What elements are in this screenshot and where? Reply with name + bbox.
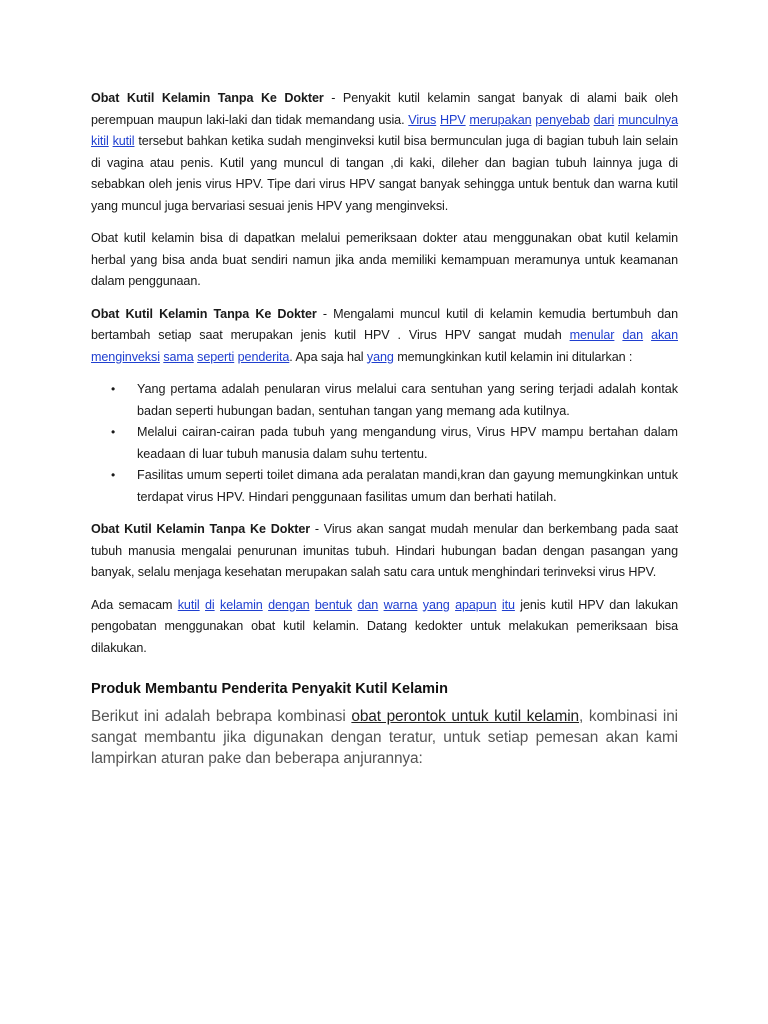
link-menular[interactable]: menular: [569, 328, 615, 342]
link-dan[interactable]: dan: [622, 328, 644, 342]
lead-text-start: Berikut ini adalah bebrapa kombinasi: [91, 708, 352, 725]
bullet-icon: •: [111, 468, 116, 482]
paragraph-1-bold-title: Obat Kutil Kelamin Tanpa Ke Dokter: [91, 91, 324, 105]
paragraph-4-text: - Virus akan sangat mudah menular dan berkembang pada saat tubuh manusia mengalai penurunan imunitas tubuh. Hindari hubungan badan dengan pasangan yang banyak, selalu menjaga kesehatan merupakan salah satu cara untuk menghindari terinveksi virus HPV.: [91, 522, 678, 579]
link-yang-2[interactable]: yang: [422, 597, 450, 612]
bullet-icon: •: [111, 382, 116, 396]
paragraph-3-text-end: memungkinkan kutil kelamin ini ditularkan :: [393, 349, 633, 364]
paragraph-1-text: - Penyakit kutil kelamin sangat banyak di alami baik oleh perempuan maupun laki-laki dan tidak memandang usia.: [91, 91, 678, 127]
link-menginveksi[interactable]: menginveksi: [91, 349, 160, 364]
paragraph-5-text-end: jenis kutil HPV dan lakukan pengobatan menggunakan obat kutil kelamin. Datang kedokter untuk melakukan pemeriksaan bisa dilakukan.: [91, 597, 679, 655]
list-item: [91, 422, 678, 465]
paragraph-3-text: - Mengalami muncul kutil di kelamin kemudia bertumbuh dan bertambah setiap saat merupakan jenis kutil HPV . Virus HPV sangat mudah: [91, 306, 678, 342]
link-penyebab[interactable]: penyebab: [535, 112, 590, 127]
link-sama[interactable]: sama: [163, 349, 194, 364]
paragraph-1-text-end: tersebut bahkan ketika sudah menginveksi kutil bisa bermunculan juga di bagian tubuh lain selain di vagina atau penis. Kutil yang muncul di tangan ,di kaki, dileher dan bagian tubuh lainnya juga di sebabkan oleh jenis virus HPV. Tipe dari virus HPV sangat banyak sehingga untuk bentuk dan warna kutil yang muncul juga bervariasi sesuai jenis HPV yang menginveksi.: [91, 134, 678, 213]
link-dan-2[interactable]: dan: [357, 597, 379, 612]
link-akan[interactable]: akan: [651, 328, 678, 342]
list-item: [91, 379, 678, 422]
list-item: [91, 465, 678, 508]
paragraph-4-bold-title: Obat Kutil Kelamin Tanpa Ke Dokter: [91, 522, 311, 536]
link-dengan[interactable]: dengan: [268, 597, 310, 612]
link-hpv[interactable]: HPV: [440, 112, 466, 127]
bullet-list: [91, 379, 678, 508]
section-heading: Produk Membantu Penderita Penyakit Kutil Kelamin: [91, 681, 448, 697]
link-merupakan[interactable]: merupakan: [469, 112, 532, 127]
link-kutil-2[interactable]: kutil: [177, 597, 200, 612]
link-itu[interactable]: itu: [501, 597, 515, 612]
paragraph-3-text-mid: . Apa saja hal: [289, 349, 367, 364]
product-link[interactable]: obat perontok untuk kutil kelamin: [351, 708, 580, 725]
link-kitil[interactable]: kitil: [91, 134, 109, 148]
lead-paragraph: [91, 706, 678, 769]
paragraph-5: [91, 595, 678, 660]
link-warna[interactable]: warna: [383, 597, 418, 612]
paragraph-3-bold-title: Obat Kutil Kelamin Tanpa Ke Dokter: [91, 306, 317, 321]
paragraph-2: Obat kutil kelamin bisa di dapatkan melalui pemeriksaan dokter atau menggunakan obat kutil kelamin herbal yang bisa anda buat sendiri namun jika anda memiliki kemampuan meramunya untuk keamanan dalam penggunaan.: [91, 231, 678, 288]
list-item-text: Yang pertama adalah penularan virus melalui cara sentuhan yang sering terjadi adalah kontak badan seperti hubungan badan, sentuhan tangan yang memang ada kutilnya.: [137, 382, 678, 418]
link-munculnya[interactable]: munculnya: [617, 112, 678, 127]
paragraph-5-text-start: Ada semacam: [91, 597, 178, 612]
link-kutil[interactable]: kutil: [112, 134, 135, 148]
link-penderita[interactable]: penderita: [237, 349, 290, 364]
link-apapun[interactable]: apapun: [455, 597, 497, 612]
document-page: [91, 88, 678, 769]
link-virus[interactable]: Virus: [408, 112, 437, 127]
link-bentuk[interactable]: bentuk: [314, 597, 353, 612]
lead-text-end: , kombinasi ini sangat membantu jika digunakan dengan teratur, untuk setiap pemesan akan kami lampirkan aturan pake dan beberapa anjurannya:: [91, 708, 678, 767]
paragraph-1: [91, 88, 678, 217]
list-item-text: Melalui cairan-cairan pada tubuh yang mengandung virus, Virus HPV mampu bertahan dalam keadaan di luar tubuh manusia dalam suhu tertentu.: [137, 425, 678, 461]
link-seperti[interactable]: seperti: [197, 349, 235, 364]
link-di[interactable]: di: [205, 597, 215, 612]
bullet-icon: •: [111, 425, 116, 439]
link-yang[interactable]: yang: [366, 349, 394, 364]
link-dari[interactable]: dari: [593, 112, 615, 127]
paragraph-4: [91, 519, 678, 584]
list-item-text: Fasilitas umum seperti toilet dimana ada peralatan mandi,kran dan gayung memungkinkan untuk terdapat virus HPV. Hindari penggunaan fasilitas umum dan berhati hatilah.: [137, 468, 678, 504]
paragraph-3: [91, 304, 678, 369]
link-kelamin[interactable]: kelamin: [220, 597, 263, 612]
